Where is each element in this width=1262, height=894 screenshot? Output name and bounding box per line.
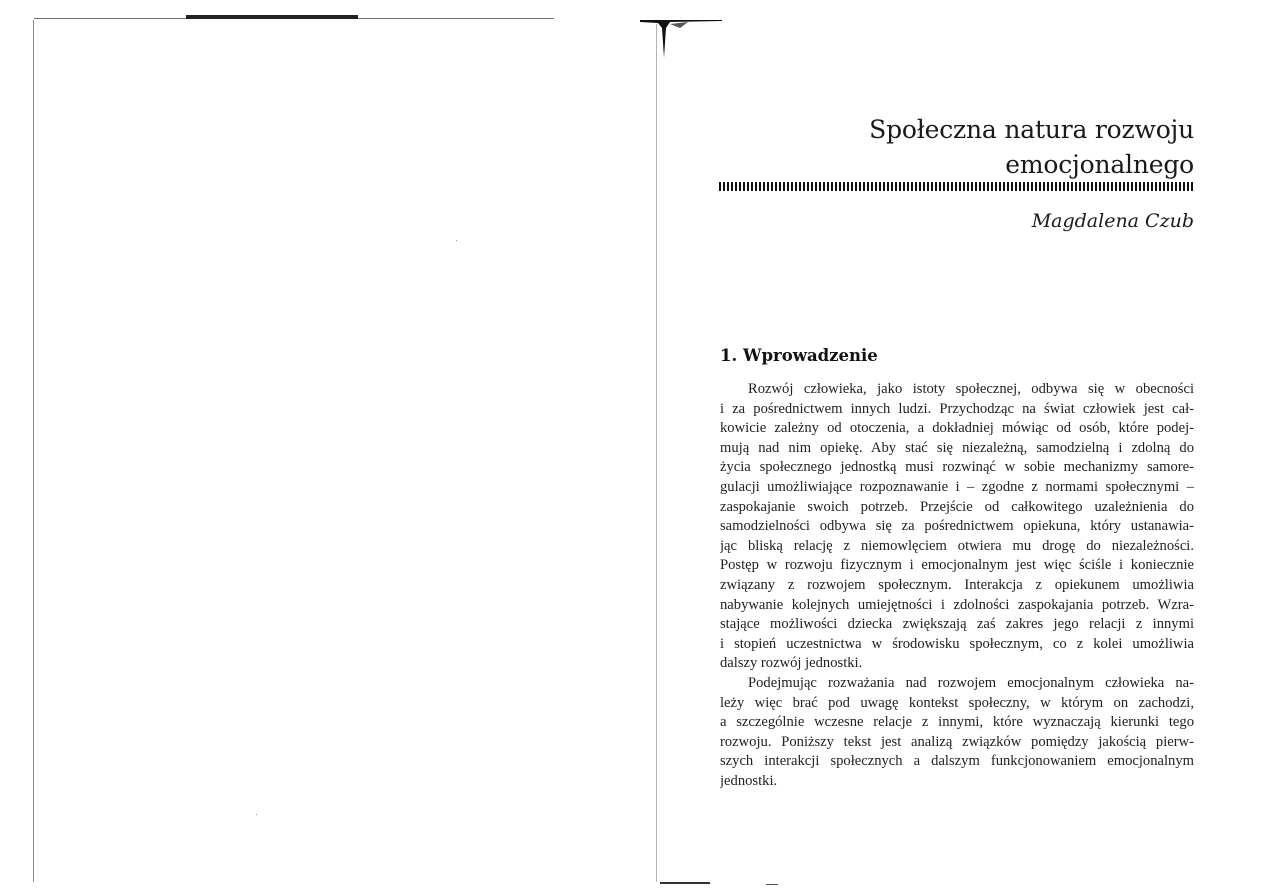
text-line: i za pośrednictwem innych ludzi. Przychodząc na świat człowiek jest cał- (720, 400, 1194, 417)
scan-shadow-bar (186, 15, 358, 19)
text-line: nabywanie kolejnych umiejętności i zdolności zaspokajania potrzeb. Wzra- (720, 596, 1194, 613)
text-line: a szczególnie wczesne relacje z innymi, które wyznaczają kierunki tego (720, 714, 1194, 731)
text-line: mują nad nim opiekę. Aby stać się niezależną, samodzielną i zdolną do (720, 439, 1194, 456)
paragraph (720, 380, 1194, 674)
decorative-dash-rule (719, 182, 1194, 191)
chapter-title-line: Społeczna natura rozwoju (869, 115, 1194, 144)
text-line: rozwoju. Poniższy tekst jest analizą związków pomiędzy jakością pierw- (720, 733, 1194, 750)
text-line: i stopień uczestnictwa w środowisku społecznym, co z kolei umożliwia (720, 635, 1194, 652)
corner-scan-mark (640, 18, 722, 68)
text-line: życia społecznego jednostką musi rozwinąć w sobie mechanizmy samore- (720, 459, 1194, 476)
text-line: związany z rozwojem społecznym. Interakcja z opiekunem umożliwia (720, 576, 1194, 593)
text-line: zaspokajanie swoich potrzeb. Przejście od całkowitego uzależnienia do (720, 498, 1194, 515)
text-line: stające możliwości dziecka zwiększają zaś zakres jego relacji z innymi (720, 616, 1194, 633)
text-line: dalszy rozwój jednostki. (720, 655, 863, 672)
paragraph (720, 674, 1194, 792)
chapter-title-line: emocjonalnego (1005, 150, 1194, 179)
text-line: Rozwój człowieka, jako istoty społecznej, odbywa się w obecności (748, 381, 1194, 397)
text-line: Postęp w rozwoju fizycznym i emocjonalnym jest więc ściśle i koniecznie (720, 557, 1194, 574)
text-line: samodzielności odbywa się za pośrednictwem opiekuna, który ustanawia- (720, 518, 1194, 535)
text-line: jednostki. (720, 772, 778, 789)
text-line: leży więc brać pod uwagę kontekst społeczny, w którym on zachodzi, (720, 694, 1194, 711)
text-line: szych interakcji społecznych a dalszym funkcjonowaniem emocjonalnym (720, 753, 1194, 770)
book-spine-line (656, 24, 657, 882)
text-line: gulacji umożliwiające rozpoznawanie i – zgodne z normami społecznymi – (720, 478, 1194, 495)
text-line: kowicie zależny od otoczenia, a dokładniej mówiąc od osób, które podej- (720, 420, 1194, 437)
author-name: Magdalena Czub (1031, 210, 1194, 232)
chapter-title (869, 112, 1194, 182)
page-edge-line-left (33, 20, 34, 882)
bottom-scan-mark (660, 882, 710, 884)
section-heading: 1. Wprowadzenie (720, 346, 878, 365)
text-line: jąc bliską relację z niemowlęciem otwiera mu drogę do niezależności. (720, 537, 1194, 554)
text-line: Podejmując rozważania nad rozwojem emocjonalnym człowieka na- (748, 674, 1194, 691)
bottom-scan-mark (766, 884, 778, 885)
body-text (720, 380, 1194, 791)
scan-speck (256, 814, 257, 815)
scan-speck (456, 240, 457, 241)
